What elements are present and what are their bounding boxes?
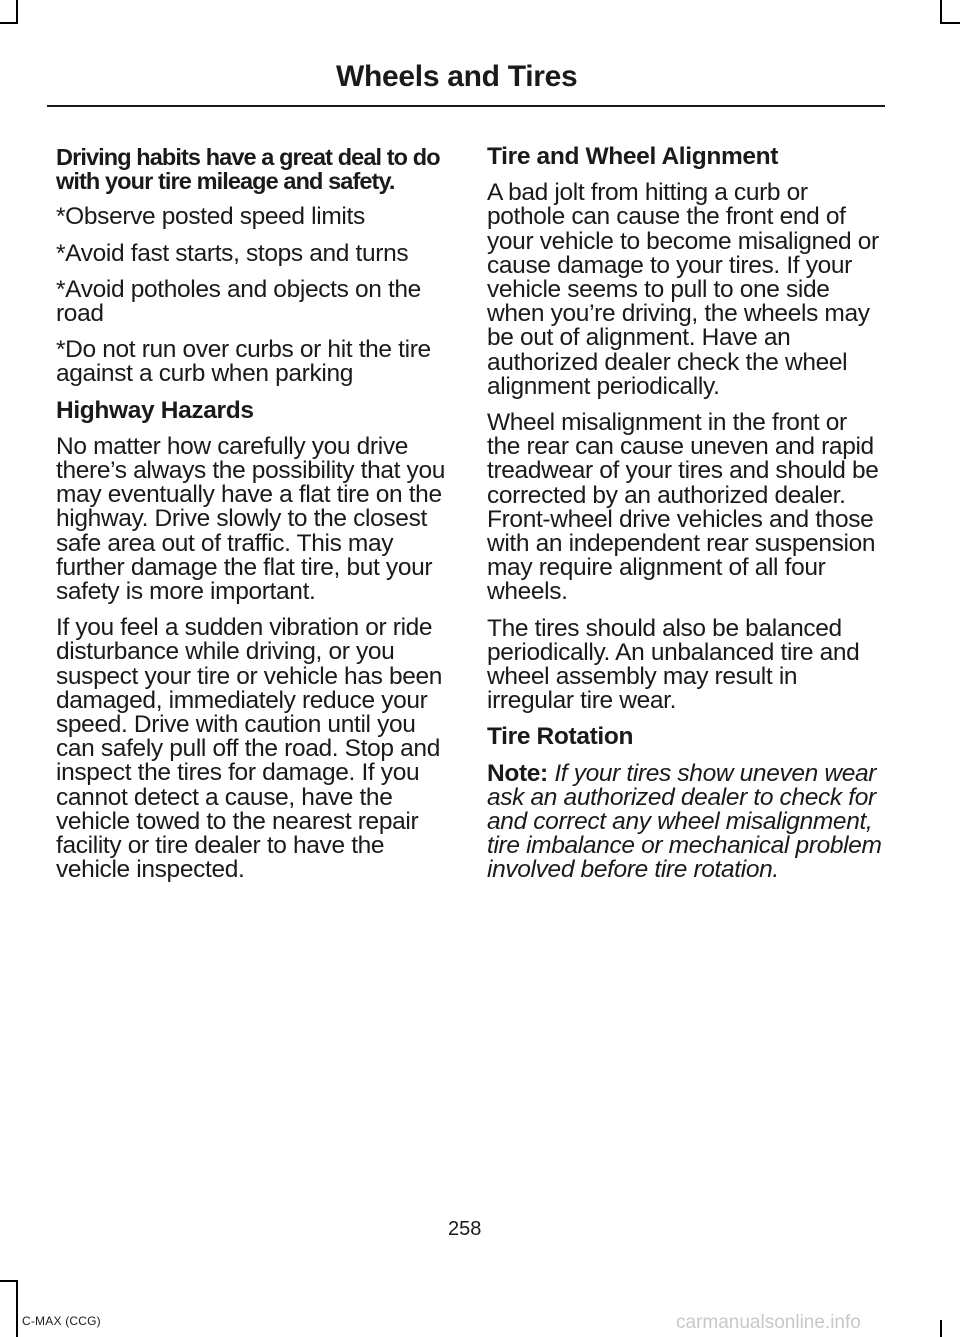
note-text: If your tires show uneven wear ask an authorized dealer to check for and correct any wheel misalignment, tire imbalance or mechanical problem involved before tire rotation. — [487, 759, 882, 884]
note-label: Note: — [487, 759, 548, 787]
bullet-item: *Avoid potholes and objects on the road — [56, 275, 421, 328]
alignment-paragraph: Wheel misalignment in the front or the rear can cause uneven and rapid treadwear of your tires and should be corrected by an authorized dealer. Front-wheel drive vehicles and those with an independent rear suspension may require alignment of all four wheels. — [487, 409, 879, 606]
crop-mark — [16, 1280, 18, 1337]
crop-mark — [0, 22, 18, 24]
header-divider — [47, 105, 885, 107]
crop-mark — [940, 22, 960, 24]
tire-rotation-heading: Tire Rotation — [487, 723, 634, 751]
bullet-item: *Observe posted speed limits — [56, 203, 365, 231]
page-number: 258 — [448, 1218, 482, 1240]
crop-mark — [940, 0, 942, 24]
bullet-item: *Do not run over curbs or hit the tire against a curb when parking — [56, 336, 431, 388]
watermark-site[interactable]: carmanualsonline.info — [676, 1312, 861, 1333]
left-column — [56, 145, 451, 894]
crop-mark — [0, 1280, 18, 1282]
alignment-paragraph: The tires should also be balanced periodically. An unbalanced tire and wheel assembly may result in irregular tire wear. — [487, 614, 860, 715]
right-column — [487, 145, 882, 895]
bullet-item: *Avoid fast starts, stops and turns — [56, 239, 409, 267]
alignment-paragraph: A bad jolt from hitting a curb or pothole can cause the front end of your vehicle to become misaligned or cause damage to your tires. If your vehicle seems to pull to one side when you’re driving, the wheels may be out of alignment. Have an authorized dealer check the wheel alignment periodically. — [487, 179, 879, 400]
crop-mark — [16, 0, 18, 24]
highway-paragraph: No matter how carefully you drive there’s always the possibility that you may eventually have a flat tire on the highway. Drive slowly to the closest safe area out of traffic. This may further damage the flat tire, but your safety is more important. — [56, 432, 445, 606]
highway-paragraph: If you feel a sudden vibration or ride disturbance while driving, or you suspect your tire or vehicle has been damaged, immediately reduce your speed. Drive with caution until you can safely pull off the road. Stop and inspect the tires for damage. If you cannot detect a cause, have the vehicle towed to the nearest repair facility or tire dealer to have the vehicle inspected. — [56, 614, 443, 884]
rotation-note — [487, 759, 882, 884]
alignment-heading: Tire and Wheel Alignment — [487, 143, 779, 170]
crop-mark — [940, 1320, 942, 1337]
driving-habits-heading: Driving habits have a great deal to do with your tire mileage and safety. — [56, 144, 440, 195]
highway-hazards-heading: Highway Hazards — [56, 396, 254, 424]
section-title: Wheels and Tires — [336, 60, 578, 93]
model-code: C-MAX (CCG) — [22, 1314, 101, 1328]
